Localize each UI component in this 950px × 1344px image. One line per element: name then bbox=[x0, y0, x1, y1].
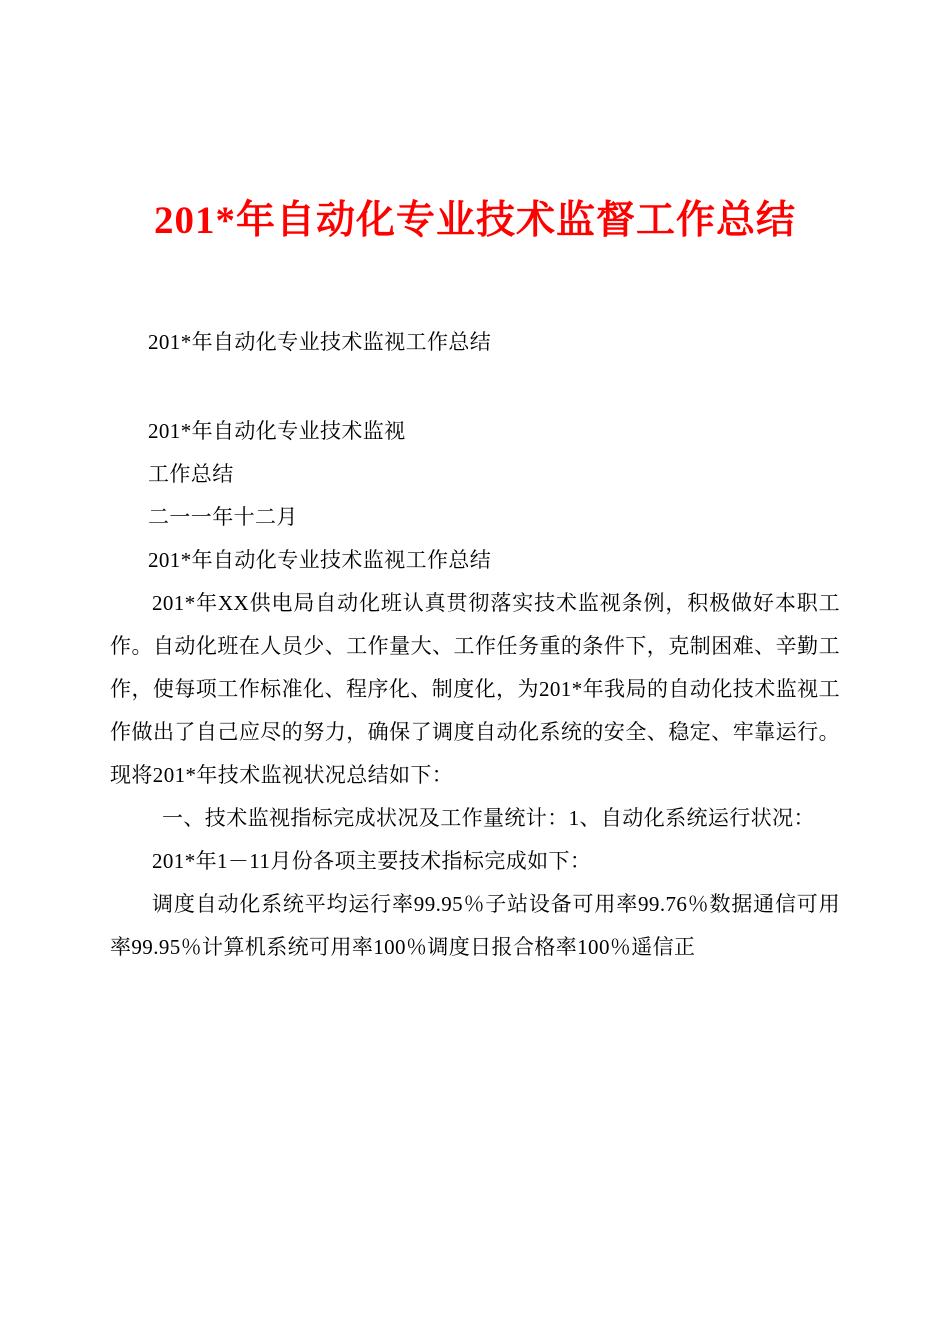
document-body bbox=[110, 321, 840, 970]
spacer bbox=[110, 364, 840, 410]
paragraph-subtitle-line: 201*年自动化专业技术监视工作总结 bbox=[148, 329, 492, 354]
paragraph-body-3: 201*年1－11月份各项主要技术指标完成如下： bbox=[152, 849, 592, 874]
paragraph-body-2: 一、技术监视指标完成状况及工作量统计：1、自动化系统运行状况： bbox=[162, 806, 815, 831]
paragraph-heading-repeat: 201*年自动化专业技术监视工作总结 bbox=[148, 547, 492, 572]
paragraph-cover-line-1: 201*年自动化专业技术监视 bbox=[148, 418, 406, 443]
paragraph-body-4: 调度自动化系统平均运行率99.95％子站设备可用率99.76％数据通信可用率99.95％计算机系统可用率100％调度日报合格率100％遥信正 bbox=[110, 892, 840, 960]
page-title: 201*年自动化专业技术监督工作总结 bbox=[153, 199, 796, 242]
paragraph-cover-date: 二一一年十二月 bbox=[148, 504, 298, 529]
paragraph-cover-line-2: 工作总结 bbox=[148, 461, 234, 486]
paragraph-body-1: 201*年XX供电局自动化班认真贯彻落实技术监视条例，积极做好本职工作。自动化班在人员少、工作量大、工作任务重的条件下，克制困难、辛勤工作，使每项工作标准化、程序化、制度化，为201*年我局的自动化技术监视工作做出了自己应尽的努力，确保了调度自动化系统的安全、稳定、牢靠运行。现将201*年技术监视状况总结如下： bbox=[110, 590, 840, 788]
